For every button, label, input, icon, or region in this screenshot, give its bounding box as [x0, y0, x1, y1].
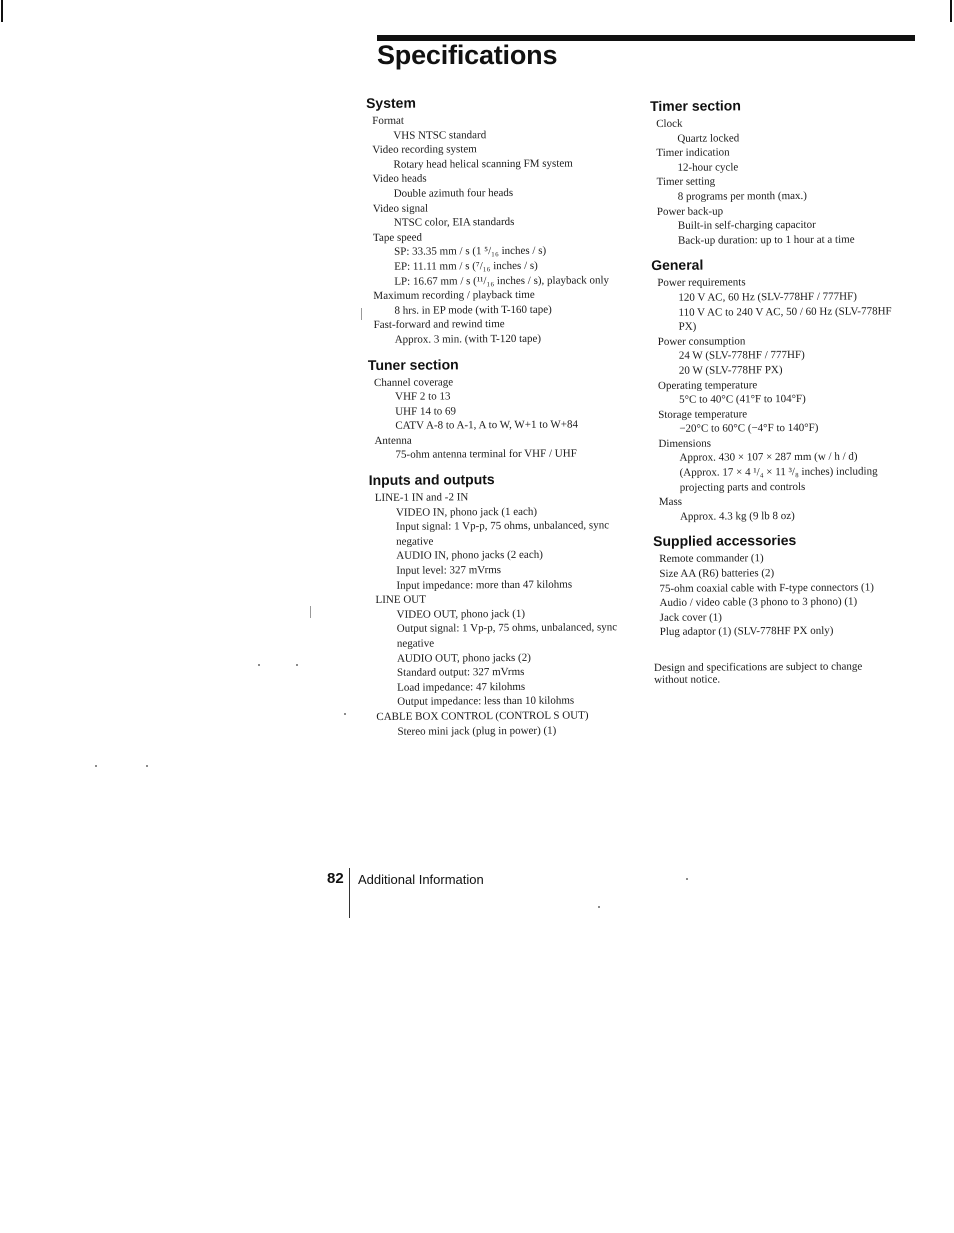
spec-label: Remote commander (1): [659, 552, 764, 566]
spec-value: Standard output: 327 mVrms: [397, 666, 525, 679]
spec-value: 75-ohm antenna terminal for VHF / UHF: [395, 448, 577, 462]
spec-value: Approx. 3 min. (with T-120 tape): [394, 332, 542, 346]
spec-label: Clock: [656, 117, 683, 130]
spec-label: Maximum recording / playback time: [373, 288, 535, 303]
spec-value: Input signal: 1 Vp-p, 75 ohms, unbalanced, sync negative: [395, 519, 610, 548]
spec-label: LINE OUT: [375, 593, 426, 607]
spec-label: Fast-forward and rewind time: [373, 318, 505, 332]
section-heading-timer-section: Timer section: [650, 97, 741, 114]
spec-value: Approx. 430 × 107 × 287 mm (w / h / d): [679, 451, 858, 465]
spec-value: NTSC color, EIA standards: [393, 216, 515, 229]
spec-value: −20°C to 60°C (−4°F to 140°F): [679, 422, 819, 436]
spec-value: UHF 14 to 69: [395, 405, 457, 418]
footer-divider: [349, 868, 350, 918]
scan-edge-mark-right: [950, 0, 952, 22]
spec-label: Power back-up: [656, 205, 724, 218]
spec-label: Channel coverage: [373, 375, 454, 389]
scan-speck: [258, 664, 260, 666]
spec-label: Mass: [658, 496, 683, 509]
spec-label: CABLE BOX CONTROL (CONTROL S OUT): [376, 709, 589, 723]
spec-value: 120 V AC, 60 Hz (SLV-778HF / 777HF): [678, 290, 857, 304]
specs-column-right: [650, 95, 914, 686]
spec-value: Quartz locked: [677, 131, 740, 145]
section-heading-tuner-section: Tuner section: [367, 355, 459, 373]
spec-value: AUDIO OUT, phono jacks (2): [396, 651, 531, 665]
scan-speck: [95, 765, 97, 767]
spec-label: LINE-1 IN and -2 IN: [374, 491, 469, 505]
spec-label: Video signal: [372, 202, 429, 215]
spec-value: Output signal: 1 Vp-p, 75 ohms, unbalanced, sync negative: [396, 621, 618, 650]
spec-value: Stereo mini jack (plug in power) (1): [397, 724, 557, 738]
spec-value: 5°C to 40°C (41°F to 104°F): [679, 393, 806, 406]
spec-value: LP: 16.67 mm / s (¹¹/₁₆ inches / s), playback only: [394, 273, 610, 288]
spec-value: (Approx. 17 × 4 ¹/₄ × 11 ³/₈ inches) including projecting parts and controls: [679, 465, 878, 494]
spec-label: Storage temperature: [658, 408, 748, 421]
spec-label: Timer indication: [656, 146, 730, 160]
spec-label: Format: [372, 114, 405, 127]
spec-value: Input level: 327 mVrms: [396, 564, 502, 577]
spec-value: VHS NTSC standard: [393, 128, 487, 142]
section-heading-supplied-accessories: Supplied accessories: [653, 532, 797, 550]
spec-value: Double azimuth four heads: [393, 186, 514, 200]
spec-value: AUDIO IN, phono jacks (2 each): [396, 549, 543, 563]
scan-edge-mark-left: [1, 0, 3, 22]
spec-label: Video heads: [372, 172, 427, 186]
spec-label: Video recording system: [372, 143, 477, 157]
right-sections: [650, 95, 914, 640]
specs-column-left: [366, 92, 635, 739]
spec-value: VIDEO OUT, phono jack (1): [396, 607, 526, 621]
spec-value: Built-in self-charging capacitor: [677, 219, 816, 232]
spec-label: Power requirements: [657, 276, 746, 290]
footer-section-label: Additional Information: [358, 872, 484, 887]
spec-label: Dimensions: [658, 437, 712, 450]
spec-value: CATV A-8 to A-1, A to W, W+1 to W+84: [395, 418, 578, 433]
spec-value: 8 hrs. in EP mode (with T-160 tape): [394, 303, 552, 317]
spec-label: Size AA (R6) batteries (2): [659, 567, 775, 580]
spec-label: 75-ohm coaxial cable with F-type connectors (1): [659, 581, 874, 595]
spec-value: 8 programs per month (max.): [677, 189, 807, 203]
change-notice: Design and specifications are subject to change without notice.: [653, 660, 863, 686]
section-heading-general: General: [651, 256, 704, 274]
scan-speck: [598, 906, 600, 908]
page-number: 82: [327, 870, 344, 887]
spec-label: Tape speed: [372, 231, 423, 244]
spec-label: Timer setting: [656, 175, 716, 189]
spec-label: Power consumption: [657, 335, 746, 348]
spec-value: Output impedance: less than 10 kilohms: [397, 694, 575, 709]
scan-speck: [296, 664, 298, 666]
spec-label: Jack cover (1): [659, 611, 722, 624]
scan-speck: [146, 765, 148, 767]
scan-tick: [310, 606, 311, 618]
spec-value: Rotary head helical scanning FM system: [393, 157, 573, 171]
spec-value: 110 V AC to 240 V AC, 50 / 60 Hz (SLV-778HF PX): [678, 304, 892, 333]
spec-label: Antenna: [374, 434, 412, 447]
scan-speck: [344, 713, 346, 715]
spec-value: EP: 11.11 mm / s (⁷/₁₆ inches / s): [394, 259, 538, 273]
section-heading-inputs-and-outputs: Inputs and outputs: [368, 471, 495, 489]
spec-label: Operating temperature: [657, 378, 758, 392]
spec-value: Back-up duration: up to 1 hour at a time: [677, 233, 855, 247]
spec-value: VIDEO IN, phono jack (1 each): [395, 505, 538, 519]
spec-value: Input impedance: more than 47 kilohms: [396, 578, 573, 592]
spec-value: 24 W (SLV-778HF / 777HF): [678, 349, 805, 363]
spec-value: Approx. 4.3 kg (9 lb 8 oz): [679, 509, 795, 523]
page-title: Specifications: [377, 40, 558, 70]
scan-tick: [361, 308, 362, 320]
spec-label: Plug adaptor (1) (SLV-778HF PX only): [659, 625, 834, 639]
section-heading-system: System: [366, 94, 416, 111]
spec-value: VHF 2 to 13: [395, 390, 451, 403]
scan-speck: [686, 878, 688, 880]
spec-value: SP: 33.35 mm / s (1 ⁵/₁₆ inches / s): [394, 245, 547, 259]
spec-value: 12-hour cycle: [677, 161, 739, 174]
spec-value: 20 W (SLV-778HF PX): [678, 363, 783, 377]
spec-label: Audio / video cable (3 phono to 3 phono) (1): [659, 595, 858, 610]
spec-value: Load impedance: 47 kilohms: [397, 680, 526, 694]
